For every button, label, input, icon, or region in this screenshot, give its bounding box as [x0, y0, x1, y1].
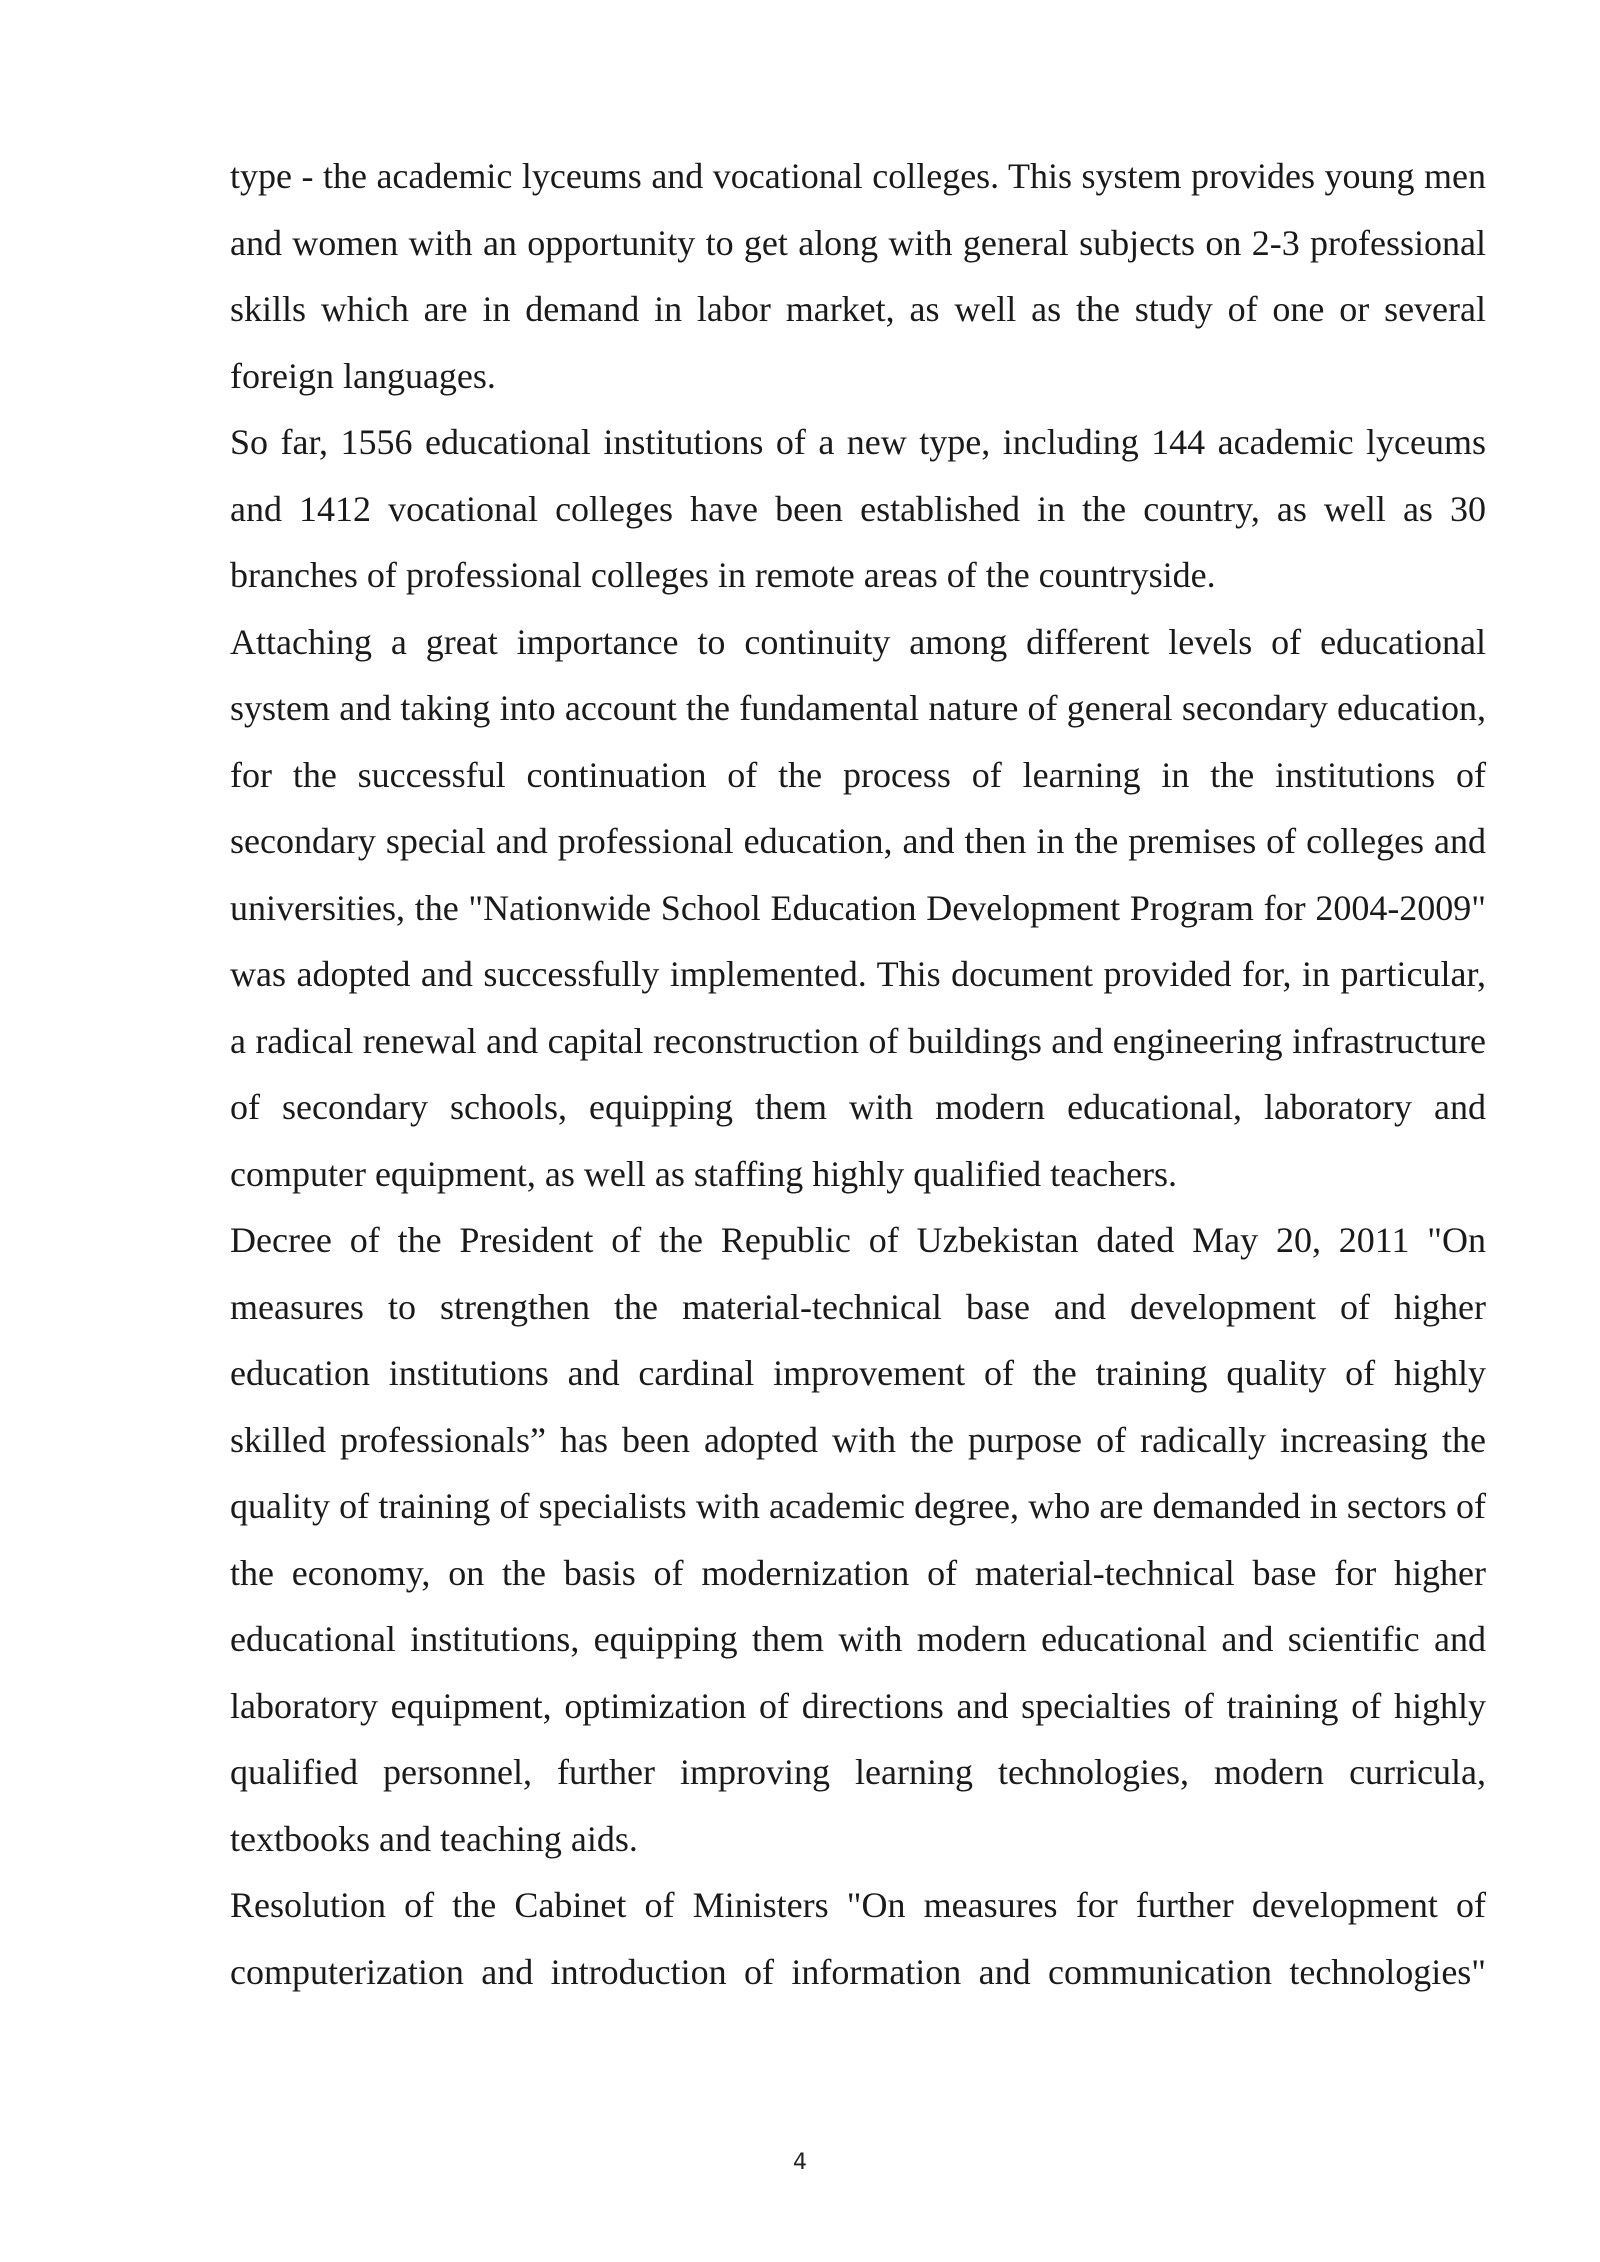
paragraph-school-program: Attaching a great importance to continuity among different levels of educational system and taking into account the fundamental nature of general secondary education, for the successful continuation of the process of learning in the institutions of secondary special and professional education, and then in the premises of colleges and universities, the "Nationwide School Education Development Program for 2004-2009" was adopted and successfully implemented. This document provided for, in particular, a radical renewal and capital reconstruction of buildings and engineering infrastructure of secondary schools, equipping them with modern educational, laboratory and computer equipment, as well as staffing highly qualified teachers.: [230, 621, 1486, 1194]
body-text: [230, 143, 1486, 2005]
paragraph-lyceums-colleges: type - the academic lyceums and vocational colleges. This system provides young men and women with an opportunity to get along with general subjects on 2-3 professional skills which are in demand in labor market, as well as the study of one or several foreign languages.: [230, 156, 1486, 396]
paragraph-presidential-decree: Decree of the President of the Republic of Uzbekistan dated May 20, 2011 "On measures to strengthen the material-technical base and development of higher education institutions and cardinal improvement of the training quality of highly skilled professionals” has been adopted with the purpose of radically increasing the quality of training of specialists with academic degree, who are demanded in sectors of the economy, on the basis of modernization of material-technical base for higher educational institutions, equipping them with modern educational and scientific and laboratory equipment, optimization of directions and specialties of training of highly qualified personnel, further improving learning technologies, modern curricula, textbooks and teaching aids.: [230, 1220, 1486, 1859]
paragraph-cabinet-resolution: Resolution of the Cabinet of Ministers "On measures for further development of computerization and introduction of information and communication technologies": [230, 1885, 1486, 1992]
page-number: 4: [793, 2150, 807, 2175]
paragraph-institution-counts: So far, 1556 educational institutions of a new type, including 144 academic lyceums and 1412 vocational colleges have been established in the country, as well as 30 branches of professional colleges in remote areas of the countryside.: [230, 422, 1486, 595]
